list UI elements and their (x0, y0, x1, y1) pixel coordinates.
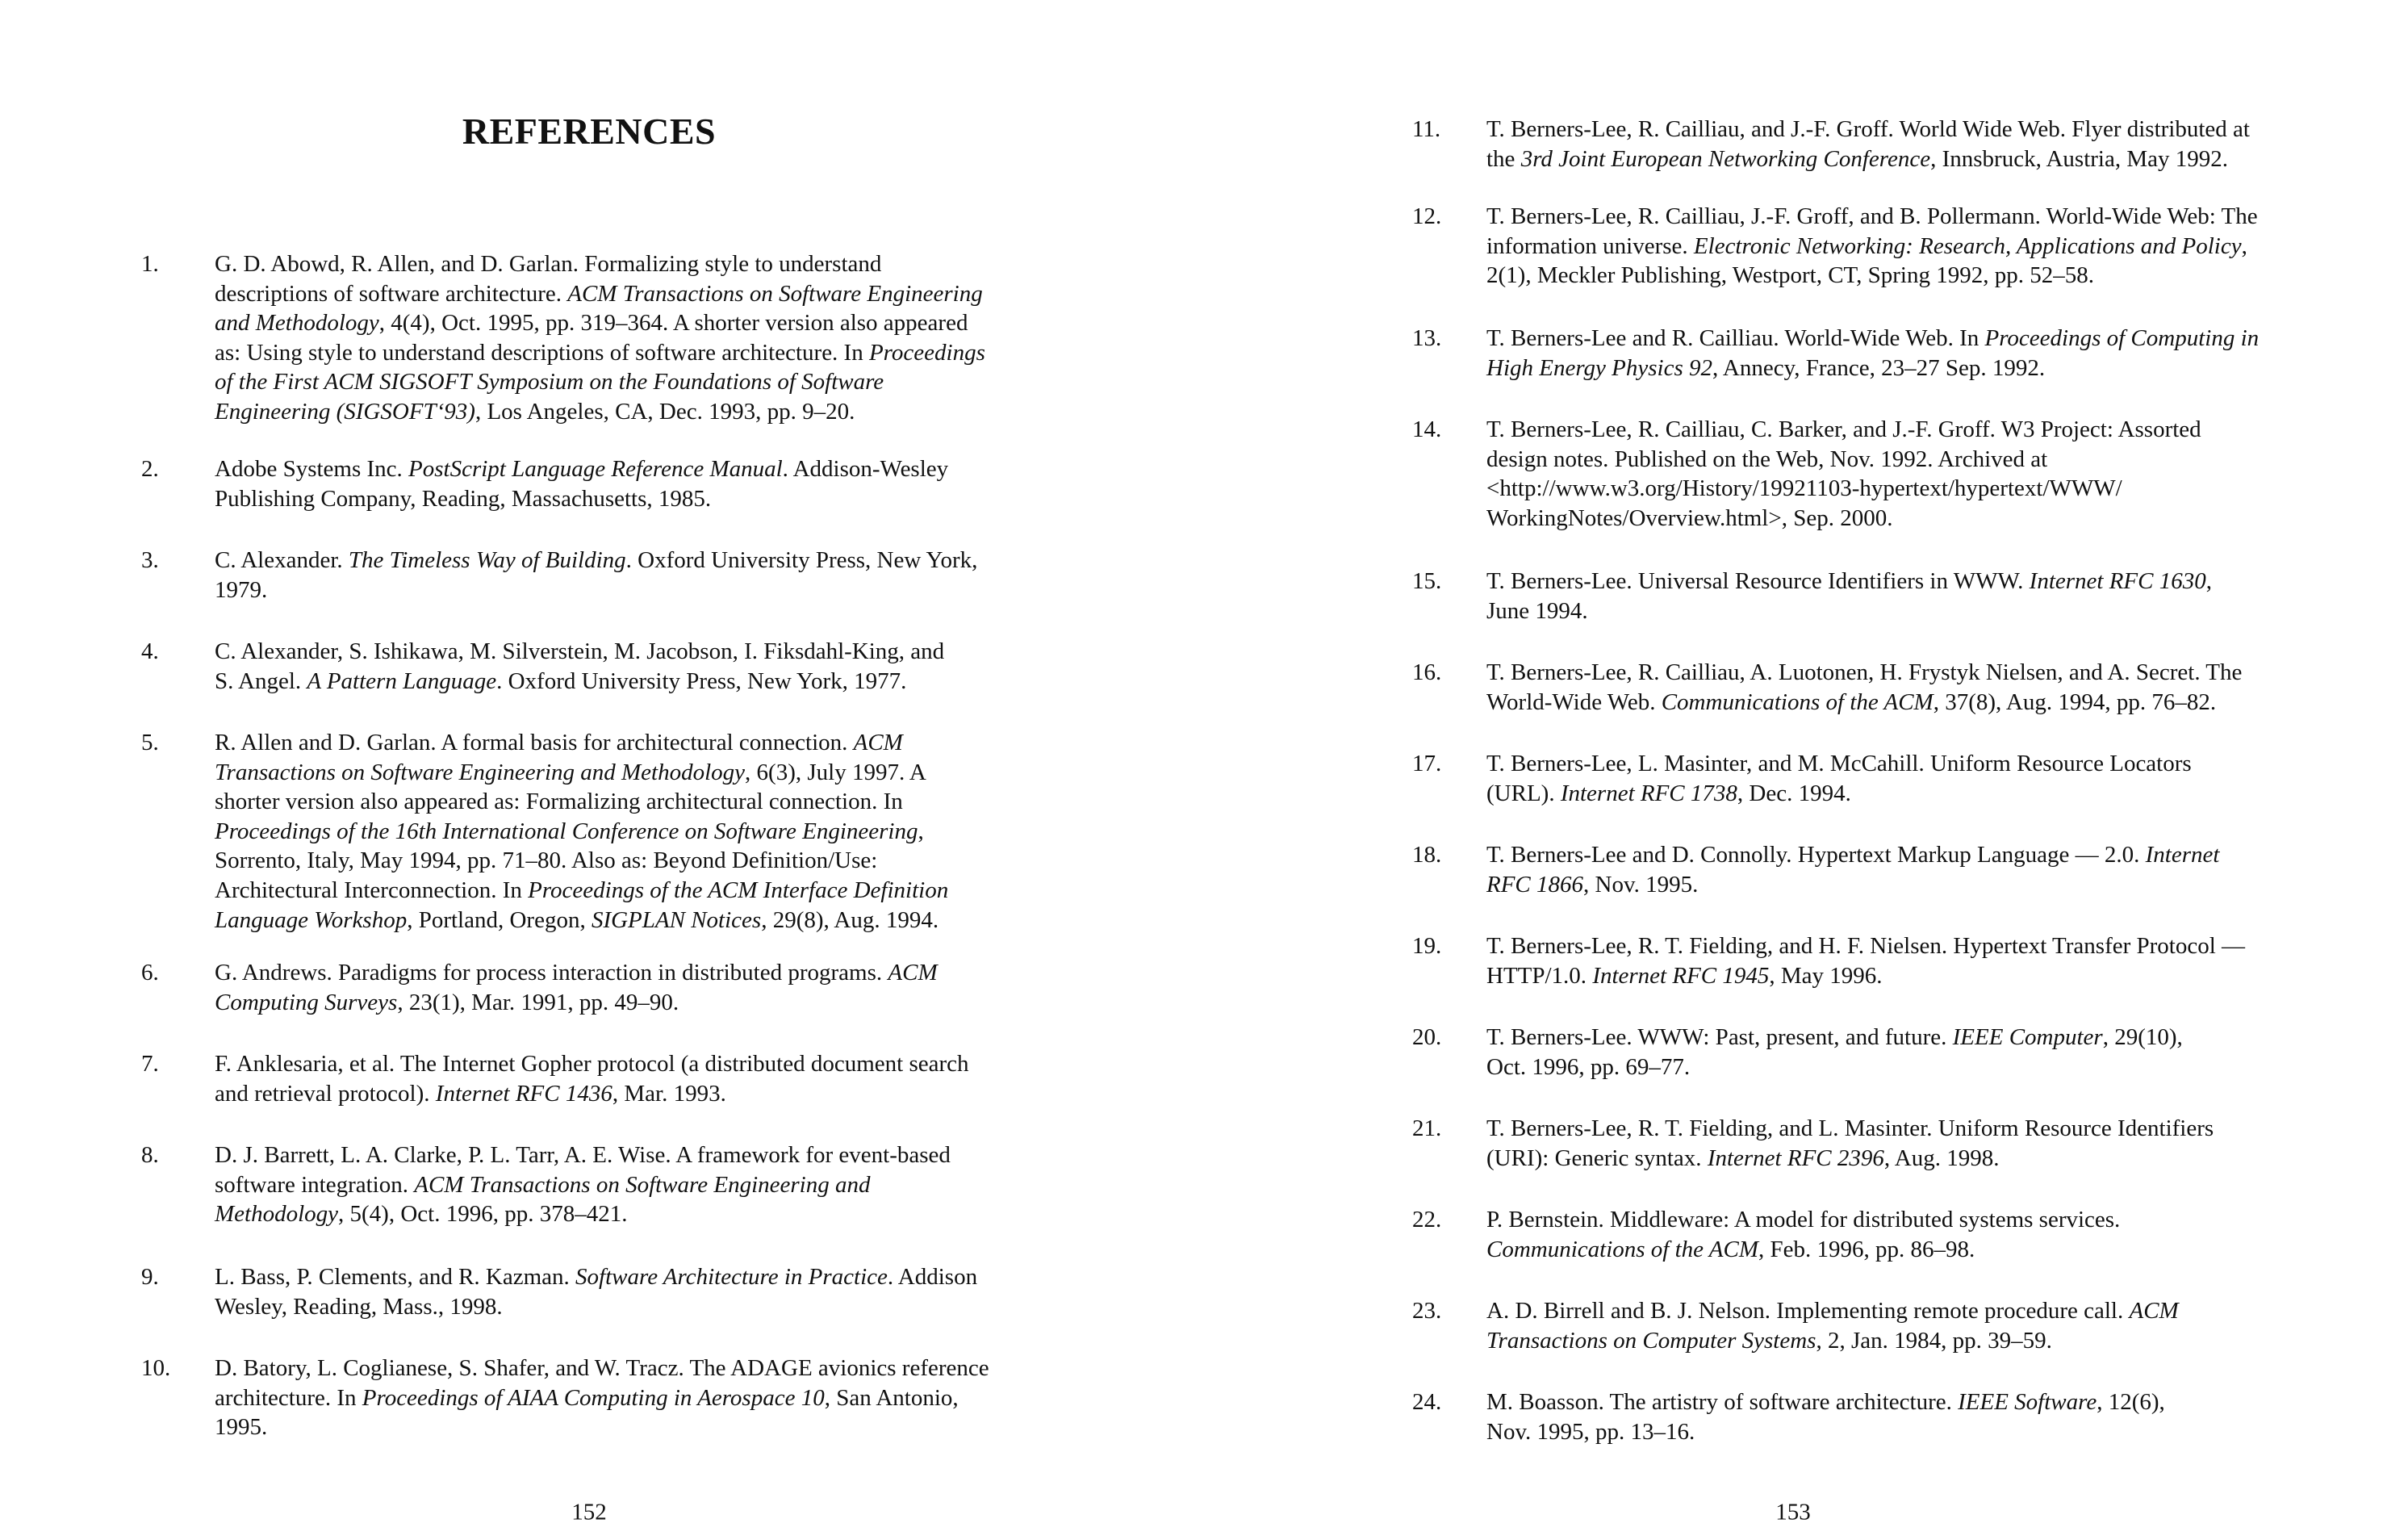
reference-line (215, 817, 1046, 847)
reference-line (1486, 779, 2374, 809)
text-segment: G. Andrews. Paradigms for process interaction in distributed programs. (215, 960, 888, 986)
reference-number: 23. (1412, 1298, 1442, 1324)
italic-segment: Internet RFC 1738 (1560, 780, 1737, 806)
reference-line (215, 758, 1046, 788)
reference-line (215, 667, 1046, 697)
reference-line (215, 787, 1046, 817)
reference-line (1486, 202, 2374, 232)
reference-number: 2. (141, 456, 159, 482)
text-segment: (URL). (1486, 780, 1561, 806)
reference-text (1486, 1205, 2374, 1264)
text-segment: , 29(10), (2102, 1024, 2183, 1050)
reference-line (215, 876, 1046, 906)
reference-text (1486, 840, 2374, 899)
text-segment: C. Alexander. (215, 547, 349, 573)
reference-line (215, 728, 1046, 758)
reference-number: 13. (1412, 325, 1442, 351)
reference-line (1486, 144, 2374, 174)
italic-segment: High Energy Physics 92 (1486, 354, 1713, 381)
reference-line (1486, 688, 2374, 718)
italic-segment: Communications of the ACM (1486, 1236, 1758, 1262)
reference-line (1486, 1205, 2374, 1235)
reference-line (1486, 115, 2374, 144)
reference-text (1486, 658, 2374, 717)
reference-line (215, 1079, 1046, 1109)
text-segment: P. Bernstein. Middleware: A model for distributed systems services. (1486, 1207, 2121, 1232)
reference-text (1486, 1387, 2374, 1446)
italic-segment: Internet RFC 1945 (1592, 962, 1770, 989)
text-segment: , (2241, 232, 2247, 259)
reference-line (1486, 415, 2374, 445)
text-segment: , Aug. 1998. (1883, 1145, 2000, 1171)
reference-number: 15. (1412, 568, 1442, 594)
text-segment: the (1486, 145, 1521, 172)
text-segment: Nov. 1995, pp. 13–16. (1486, 1418, 1695, 1445)
reference-line (215, 397, 1046, 427)
reference-line (215, 1049, 1046, 1079)
reference-text (215, 1140, 1046, 1229)
reference-number: 12. (1412, 203, 1442, 229)
italic-segment: Transactions on Computer Systems (1486, 1327, 1816, 1354)
reference-line (215, 454, 1046, 484)
text-segment: D. J. Barrett, L. A. Clarke, P. L. Tarr, A. E. Wise. A framework for event-based (215, 1142, 951, 1168)
text-segment: , 6(3), July 1997. A (745, 759, 926, 785)
text-segment: , Dec. 1994. (1737, 780, 1851, 806)
text-segment: , 12(6), (2097, 1389, 2165, 1415)
text-segment: T. Berners-Lee, R. Cailliau, and J.-F. Groff. World Wide Web. Flyer distributed at (1486, 116, 2250, 142)
text-segment: A. D. Birrell and B. J. Nelson. Implementing remote procedure call. (1486, 1298, 2130, 1324)
reference-text (215, 1354, 1046, 1442)
italic-segment: ACM Transactions on Software Engineering (567, 280, 983, 307)
italic-segment: Communications of the ACM (1661, 688, 1934, 715)
reference-text (1486, 1114, 2374, 1173)
reference-number: 16. (1412, 659, 1442, 685)
reference-line (215, 575, 1046, 605)
reference-text (1486, 1023, 2374, 1082)
italic-segment: Proceedings of Computing in (1984, 325, 2260, 351)
reference-text (215, 454, 1046, 513)
text-segment: , Portland, Oregon, (407, 906, 592, 933)
reference-line (215, 308, 1046, 338)
italic-segment: Engineering (SIGSOFT‘93) (215, 398, 475, 425)
text-segment: shorter version also appeared as: Formalizing architectural connection. In (215, 789, 903, 815)
reference-number: 21. (1412, 1115, 1442, 1141)
italic-segment: SIGPLAN Notices (591, 906, 762, 933)
text-segment: , San Antonio, (824, 1384, 959, 1411)
text-segment: Oct. 1996, pp. 69–77. (1486, 1053, 1691, 1080)
italic-segment: 3rd Joint European Networking Conference (1520, 145, 1931, 172)
text-segment: and retrieval protocol). (215, 1080, 436, 1107)
italic-segment: Electronic Networking: Research, Applications and Policy (1693, 232, 2242, 259)
text-segment: T. Berners-Lee. WWW: Past, present, and future. (1486, 1024, 1953, 1050)
reference-line (1486, 1114, 2374, 1144)
text-segment: Architectural Interconnection. In (215, 877, 529, 903)
text-segment: T. Berners-Lee, R. Cailliau, A. Luotonen, H. Frystyk Nielsen, and A. Secret. The (1486, 659, 2243, 685)
reference-number: 24. (1412, 1389, 1442, 1415)
reference-line (1486, 232, 2374, 262)
reference-line (1486, 1326, 2374, 1356)
reference-line (215, 249, 1046, 279)
reference-line (1486, 354, 2374, 383)
reference-number: 4. (141, 638, 159, 664)
reference-number: 20. (1412, 1024, 1442, 1050)
reference-number: 22. (1412, 1207, 1442, 1232)
italic-segment: Software Architecture in Practice (575, 1264, 888, 1290)
reference-number: 14. (1412, 416, 1442, 442)
reference-text (215, 249, 1046, 427)
text-segment: L. Bass, P. Clements, and R. Kazman. (215, 1264, 576, 1290)
reference-number: 18. (1412, 842, 1442, 868)
reference-text (1486, 749, 2374, 808)
reference-number: 11. (1412, 116, 1441, 142)
italic-segment: Internet RFC 1436 (435, 1080, 612, 1107)
italic-segment: ACM (888, 960, 938, 986)
reference-number: 5. (141, 730, 159, 755)
text-segment: F. Anklesaria, et al. The Internet Gopher protocol (a distributed document search (215, 1051, 969, 1077)
italic-segment: The Timeless Way of Building (348, 547, 626, 573)
text-segment: World-Wide Web. (1486, 688, 1662, 715)
reference-text (1486, 202, 2374, 291)
text-segment: <http://www.w3.org/History/19921103-hypertext/hypertext/WWW/ (1486, 475, 2122, 502)
italic-segment: Methodology (215, 1201, 339, 1228)
reference-number: 9. (141, 1264, 159, 1290)
text-segment: WorkingNotes/Overview.html>, Sep. 2000. (1486, 504, 1893, 531)
italic-segment: of the First ACM SIGSOFT Symposium on the Foundations of Software (215, 369, 884, 395)
text-segment: T. Berners-Lee, R. Cailliau, J.-F. Groff, and B. Pollermann. World-Wide Web: The (1486, 203, 2258, 229)
text-segment: C. Alexander, S. Ishikawa, M. Silverstein, M. Jacobson, I. Fiksdahl-King, and (215, 638, 945, 664)
reference-line (215, 1140, 1046, 1170)
text-segment: T. Berners-Lee, R. Cailliau, C. Barker, and J.-F. Groff. W3 Project: Assorted (1486, 416, 2201, 442)
text-segment: G. D. Abowd, R. Allen, and D. Garlan. Formalizing style to understand (215, 251, 882, 277)
reference-text (215, 546, 1046, 605)
reference-line (1486, 749, 2374, 779)
reference-line (1486, 1296, 2374, 1326)
reference-number: 10. (141, 1355, 171, 1381)
reference-line (215, 1170, 1046, 1200)
italic-segment: Internet RFC 2396 (1707, 1145, 1884, 1171)
page-title: REFERENCES (462, 111, 717, 152)
italic-segment: ACM (2129, 1298, 2179, 1324)
reference-text (1486, 1296, 2374, 1355)
italic-segment: Proceedings (868, 339, 985, 366)
text-segment: design notes. Published on the Web, Nov. 1992. Archived at (1486, 446, 2048, 472)
reference-text (215, 728, 1046, 935)
text-segment: descriptions of software architecture. (215, 280, 568, 307)
reference-line (215, 367, 1046, 397)
text-segment: 2(1), Meckler Publishing, Westport, CT, Spring 1992, pp. 52–58. (1486, 262, 2094, 289)
text-segment: Wesley, Reading, Mass., 1998. (215, 1293, 503, 1320)
reference-line (215, 1292, 1046, 1322)
italic-segment: ACM (853, 730, 903, 755)
text-segment: Sorrento, Italy, May 1994, pp. 71–80. Also as: Beyond Definition/Use: (215, 847, 878, 874)
italic-segment: A Pattern Language (307, 667, 497, 694)
reference-text (215, 1262, 1046, 1321)
text-segment: architecture. In (215, 1384, 362, 1411)
reference-line (1486, 658, 2374, 688)
reference-line (215, 1412, 1046, 1442)
reference-line (215, 1199, 1046, 1229)
reference-line (1486, 445, 2374, 475)
italic-segment: Computing Surveys (215, 989, 398, 1015)
reference-text (1486, 931, 2374, 990)
text-segment: , 2, Jan. 1984, pp. 39–59. (1816, 1327, 2052, 1354)
text-segment: . Oxford University Press, New York, (625, 547, 978, 573)
reference-number: 3. (141, 547, 159, 573)
reference-line (215, 484, 1046, 514)
reference-line (1486, 1144, 2374, 1174)
text-segment: T. Berners-Lee and R. Cailliau. World-Wide Web. In (1486, 325, 1985, 351)
text-segment: , (918, 818, 924, 844)
reference-number: 8. (141, 1142, 159, 1168)
reference-text (1486, 415, 2374, 533)
text-segment: , Nov. 1995. (1583, 871, 1699, 898)
italic-segment: PostScript Language Reference Manual (408, 456, 783, 482)
text-segment: software integration. (215, 1171, 415, 1198)
text-segment: R. Allen and D. Garlan. A formal basis for architectural connection. (215, 730, 854, 755)
page-number-left: 152 (571, 1499, 607, 1525)
reference-line (1486, 1052, 2374, 1082)
text-segment: . Oxford University Press, New York, 1977. (496, 667, 907, 694)
text-segment: T. Berners-Lee, R. T. Fielding, and H. F. Nielsen. Hypertext Transfer Protocol — (1486, 933, 2246, 959)
italic-segment: Transactions on Software Engineering and Methodology (215, 759, 746, 785)
reference-line (215, 338, 1046, 368)
text-segment: , Feb. 1996, pp. 86–98. (1758, 1236, 1975, 1262)
reference-text (1486, 567, 2374, 626)
text-segment: S. Angel. (215, 667, 307, 694)
reference-number: 17. (1412, 751, 1442, 776)
reference-line (1486, 474, 2374, 504)
reference-line (1486, 567, 2374, 596)
page-number-right: 153 (1775, 1499, 1811, 1525)
reference-line (1486, 596, 2374, 626)
reference-number: 19. (1412, 933, 1442, 959)
reference-line (1486, 1387, 2374, 1417)
reference-line (1486, 261, 2374, 291)
italic-segment: RFC 1866 (1486, 871, 1584, 898)
text-segment: , 4(4), Oct. 1995, pp. 319–364. A shorter version also appeared (378, 310, 968, 337)
italic-segment: Proceedings of the 16th International Conference on Software Engineering (215, 818, 918, 844)
italic-segment: Language Workshop (215, 906, 408, 933)
text-segment: information universe. (1486, 232, 1694, 259)
text-segment: , Mar. 1993. (612, 1080, 726, 1107)
reference-line (1486, 324, 2374, 354)
italic-segment: IEEE Computer (1952, 1024, 2103, 1050)
reference-line (1486, 870, 2374, 900)
reference-line (1486, 504, 2374, 534)
reference-text (1486, 115, 2374, 174)
text-segment: T. Berners-Lee. Universal Resource Identifiers in WWW. (1486, 568, 2030, 594)
reference-text (215, 958, 1046, 1017)
reference-text (1486, 324, 2374, 383)
text-segment: June 1994. (1486, 597, 1588, 624)
text-segment: T. Berners-Lee and D. Connolly. Hypertext Markup Language — 2.0. (1486, 842, 2146, 868)
reference-line (215, 637, 1046, 667)
reference-line (1486, 931, 2374, 961)
text-segment: Publishing Company, Reading, Massachusetts, 1985. (215, 485, 712, 512)
reference-line (215, 1354, 1046, 1383)
reference-number: 7. (141, 1051, 159, 1077)
text-segment: HTTP/1.0. (1486, 962, 1593, 989)
text-segment: . Addison (887, 1264, 978, 1290)
text-segment: , 5(4), Oct. 1996, pp. 378–421. (338, 1201, 628, 1228)
reference-line (215, 906, 1046, 935)
text-segment: T. Berners-Lee, L. Masinter, and M. McCahill. Uniform Resource Locators (1486, 751, 2192, 776)
reference-text (215, 1049, 1046, 1108)
text-segment: 1995. (215, 1414, 268, 1441)
reference-line (215, 1383, 1046, 1413)
text-segment: , (2205, 568, 2212, 594)
reference-number: 1. (141, 251, 159, 277)
text-segment: , 23(1), Mar. 1991, pp. 49–90. (397, 989, 679, 1015)
text-segment: , Annecy, France, 23–27 Sep. 1992. (1712, 354, 2046, 381)
text-segment: (URI): Generic syntax. (1486, 1145, 1708, 1171)
text-segment: , Los Angeles, CA, Dec. 1993, pp. 9–20. (474, 398, 855, 425)
text-segment: 1979. (215, 576, 268, 603)
text-segment: , Innsbruck, Austria, May 1992. (1930, 145, 2229, 172)
reference-line (215, 546, 1046, 575)
reference-line (215, 279, 1046, 309)
reference-line (1486, 1235, 2374, 1265)
italic-segment: Proceedings of AIAA Computing in Aerospace 10 (362, 1384, 825, 1411)
text-segment: M. Boasson. The artistry of software architecture. (1486, 1389, 1959, 1415)
italic-segment: Internet RFC 1630 (2029, 568, 2206, 594)
text-segment: Adobe Systems Inc. (215, 456, 409, 482)
text-segment: . Addison-Wesley (782, 456, 949, 482)
reference-line (1486, 840, 2374, 870)
right-page (1204, 0, 2408, 1540)
reference-line (215, 846, 1046, 876)
reference-text (215, 637, 1046, 696)
reference-line (215, 1262, 1046, 1292)
reference-line (1486, 1417, 2374, 1447)
reference-line (1486, 1023, 2374, 1052)
italic-segment: IEEE Software (1958, 1389, 2097, 1415)
reference-line (215, 958, 1046, 988)
italic-segment: ACM Transactions on Software Engineering and (414, 1171, 871, 1198)
text-segment: , 37(8), Aug. 1994, pp. 76–82. (1933, 688, 2217, 715)
italic-segment: Proceedings of the ACM Interface Definition (528, 877, 949, 903)
text-segment: D. Batory, L. Coglianese, S. Shafer, and W. Tracz. The ADAGE avionics reference (215, 1355, 989, 1381)
text-segment: , 29(8), Aug. 1994. (761, 906, 939, 933)
reference-number: 6. (141, 960, 159, 986)
italic-segment: Internet (2145, 842, 2220, 868)
text-segment: as: Using style to understand descriptions of software architecture. In (215, 339, 869, 366)
reference-line (215, 988, 1046, 1018)
text-segment: T. Berners-Lee, R. T. Fielding, and L. Masinter. Uniform Resource Identifiers (1486, 1115, 2214, 1141)
italic-segment: and Methodology (215, 310, 379, 337)
reference-line (1486, 961, 2374, 991)
text-segment: , May 1996. (1769, 962, 1883, 989)
